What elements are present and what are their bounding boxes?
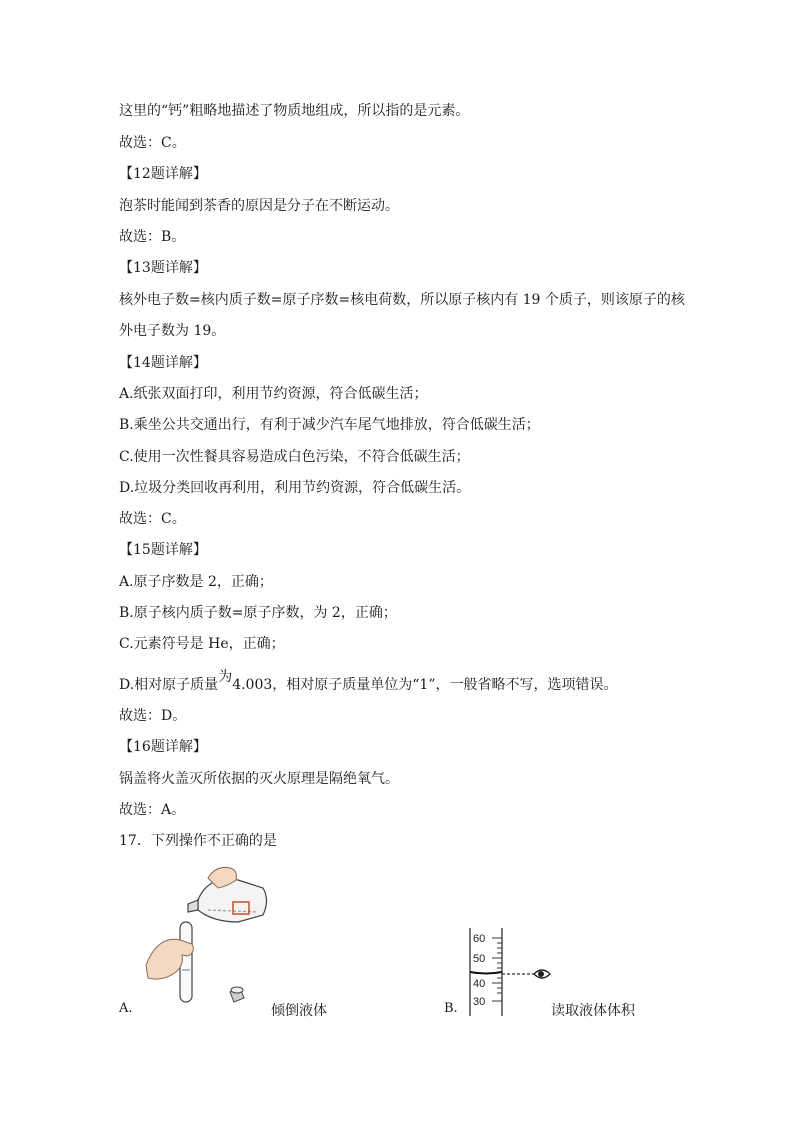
scale-label: 60 [473, 933, 486, 945]
option-a-caption: 倾倒液体 [271, 1003, 327, 1019]
option-b-letter: B. [444, 1001, 458, 1016]
text-line: 故选：B。 [119, 229, 186, 245]
text-line: 故选：C。 [119, 135, 186, 151]
option-b-caption: 读取液体体积 [551, 1003, 635, 1019]
scale-label: 40 [473, 978, 486, 990]
text-fragment: D.相对原子质量 [119, 677, 219, 693]
option-a-letter: A. [119, 1001, 133, 1016]
text-line: B.乘坐公共交通出行，有利于减少汽车尾气地排放，符合低碳生活； [119, 417, 540, 433]
text-line: A.原子序数是 2，正确； [119, 574, 273, 590]
text-line: D.垃圾分类回收再利用，利用节约资源，符合低碳生活。 [119, 480, 471, 496]
text-line: 故选：A。 [119, 802, 186, 818]
section-heading: 【16题详解】 [119, 739, 207, 755]
section-heading: 【12题详解】 [119, 166, 207, 182]
text-line: A.纸张双面打印，利用节约资源，符合低碳生活； [119, 386, 428, 402]
liquid-meniscus [470, 972, 502, 974]
text-line: 故选：D。 [119, 708, 187, 724]
scale-label: 50 [473, 953, 486, 965]
text-line: 这里的“钙”粗略地描述了物质地组成，所以指的是元素。 [119, 103, 470, 119]
pouring-liquid-illustration [138, 860, 278, 1020]
raised-character: 为 [218, 669, 233, 685]
bottle-stopper [230, 987, 244, 1002]
text-line: 锅盖将火盖灭所依据的灭火原理是隔绝氧气。 [119, 771, 399, 787]
text-line: B.原子核内质子数=原子序数，为 2，正确； [119, 605, 397, 621]
section-heading: 【14题详解】 [119, 355, 207, 371]
text-line: 泡茶时能闻到茶香的原因是分子在不断运动。 [119, 198, 399, 214]
section-heading: 【13题详解】 [119, 260, 207, 276]
text-line-d [119, 669, 618, 695]
question-title: 17．下列操作不正确的是 [119, 833, 277, 849]
cylinder-ticks [492, 938, 502, 1001]
text-line: 外电子数为 19。 [119, 323, 226, 339]
graduated-cylinder-illustration [468, 926, 558, 1018]
scale-label: 30 [473, 996, 486, 1008]
eye-icon [534, 970, 550, 978]
text-line: C.元素符号是 He，正确； [119, 636, 285, 652]
text-line: 故选：C。 [119, 511, 186, 527]
text-line: C.使用一次性餐具容易造成白色污染，不符合低碳生活； [119, 449, 470, 465]
section-heading: 【15题详解】 [119, 542, 207, 558]
text-fragment: 4.003，相对原子质量单位为“1”，一般省略不写，选项错误。 [232, 677, 618, 693]
text-line: 核外电子数=核内质子数=原子序数=核电荷数，所以原子核内有 19 个质子，则该原子的核 [119, 292, 685, 308]
